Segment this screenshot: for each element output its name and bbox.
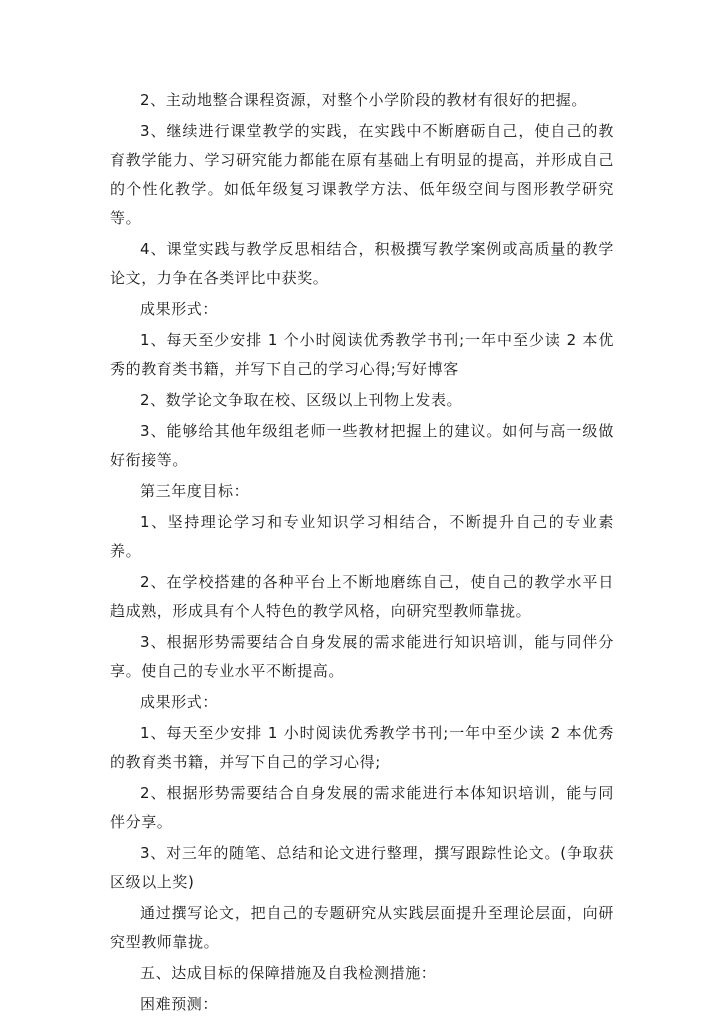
section-label: 成果形式： (140, 300, 219, 318)
document-body (110, 86, 614, 1021)
paragraph: 3、能够给其他年级组老师一些教材把握上的建议。如何与高一级做好衔接等。 (110, 422, 614, 469)
paragraph: 4、课堂实践与教学反思相结合，积极撰写教学案例或高质量的教学论文，力争在各类评比中获奖。 (110, 240, 614, 287)
paragraph: 通过撰写论文，把自己的专题研究从实践层面提升至理论层面，向研究型教师靠拢。 (110, 904, 614, 951)
section-label: 第三年度目标： (140, 482, 250, 500)
section-label: 困难预测： (140, 995, 219, 1013)
section-heading: 五、达成目标的保障措施及自我检测措施： (140, 964, 437, 982)
paragraph: 2、数学论文争取在校、区级以上刊物上发表。 (140, 391, 463, 409)
paragraph: 3、继续进行课堂教学的实践，在实践中不断磨砺自己，使自己的教育教学能力、学习研究能力都能在原有基础上有明显的提高，并形成自己的个性化教学。如低年级复习课教学方法、低年级空间与图形教学研究等。 (110, 122, 614, 227)
paragraph: 2、主动地整合课程资源，对整个小学阶段的教材有很好的把握。 (140, 91, 587, 109)
paragraph: 2、在学校搭建的各种平台上不断地磨练自己，使自己的教学水平日趋成熟，形成具有个人特色的教学风格，向研究型教师靠拢。 (110, 573, 614, 620)
paragraph: 3、根据形势需要结合自身发展的需求能进行知识培训，能与同伴分享。使自己的专业水平不断提高。 (110, 633, 614, 680)
paragraph: 2、根据形势需要结合自身发展的需求能进行本体知识培训，能与同伴分享。 (110, 784, 614, 831)
paragraph: 1、坚持理论学习和专业知识学习相结合，不断提升自己的专业素养。 (110, 513, 614, 560)
paragraph: 1、每天至少安排 1 小时阅读优秀教学书刊;一年中至少读 2 本优秀的教育类书籍，并写下自己的学习心得; (110, 724, 614, 771)
paragraph: 3、对三年的随笔、总结和论文进行整理，撰写跟踪性论文。(争取获区级以上奖) (110, 844, 614, 891)
section-label: 成果形式： (140, 693, 219, 711)
paragraph: 1、每天至少安排 1 个小时阅读优秀教学书刊;一年中至少读 2 本优秀的教育类书籍，并写下自己的学习心得;写好博客 (110, 331, 614, 378)
